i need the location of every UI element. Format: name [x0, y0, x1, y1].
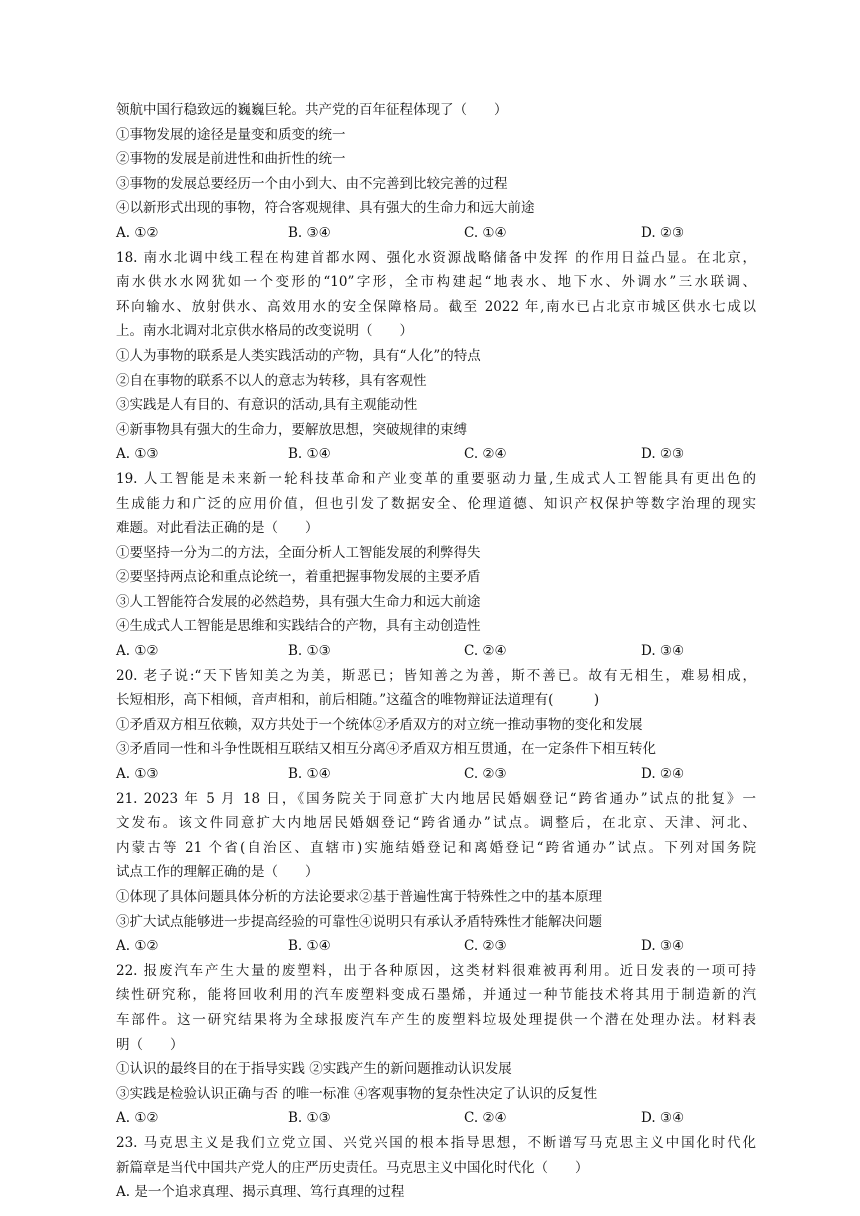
option-b: B. ①③ — [288, 643, 331, 660]
question-stem-line: 领航中国行稳致远的巍巍巨轮。共产党的百年征程体现了（ ） — [116, 102, 508, 118]
statement: ①事物发展的途径是量变和质变的统一 — [116, 126, 346, 143]
question-stem-line: 新篇章是当代中国共产党人的庄严历史责任。马克思主义中国化时代化（ ） — [116, 1159, 589, 1176]
question-23 — [116, 1131, 756, 1205]
question-stem-line: 22. 报废汽车产生大量的废塑料，出于各种原因，这类材料很难被再利用。近日发表的一项可持 — [116, 962, 756, 979]
answer-options — [116, 1106, 756, 1131]
exam-content — [116, 98, 756, 1205]
option-a: A. ①② — [116, 643, 159, 660]
question-stem-line: 长短相形，高下相倾，音声相和，前后相随。”这蕴含的唯物辩证法道理有( ) — [116, 692, 600, 709]
question-stem-line: 车部件。这一研究结果将为全球报废汽车产生的废塑料垃圾处理提供一个潜在处理办法。材料表 — [116, 1011, 756, 1028]
statement: ①认识的最终目的在于指导实践 ②实践产生的新问题推动认识发展 — [116, 1061, 512, 1078]
option-a: A. 是一个追求真理、揭示真理、笃行真理的过程 — [116, 1184, 405, 1201]
statement: ②事物的发展是前进性和曲折性的统一 — [116, 151, 346, 168]
question-19 — [116, 467, 756, 664]
statement: ③扩大试点能够进一步提高经验的可靠性④说明只有承认矛盾特殊性才能解决问题 — [116, 913, 602, 930]
question-22 — [116, 959, 756, 1131]
statement: ④新事物具有强大的生命力，要解放思想，突破规律的束缚 — [116, 421, 467, 438]
question-stem-line: 文发布。该文件同意扩大内地居民婚姻登记“跨省通办”试点。调整后，在北京、天津、河北、 — [116, 815, 756, 832]
question-stem-line: 23. 马克思主义是我们立党立国、兴党兴国的根本指导思想，不断谱写马克思主义中国化时代化 — [116, 1134, 756, 1151]
answer-options — [116, 221, 756, 246]
option-d: D. ③④ — [641, 938, 685, 955]
statement: ②要坚持两点论和重点论统一，着重把握事物发展的主要矛盾 — [116, 569, 481, 586]
question-stem-line: 内蒙古等 21 个省(自治区、直辖市)实施结婚登记和离婚登记“跨省通办”试点。下列对国务院 — [116, 839, 756, 856]
question-stem-line: 难题。对此看法正确的是（ ） — [116, 520, 319, 537]
option-d: D. ②④ — [641, 766, 685, 783]
question-17 — [116, 98, 756, 246]
question-18 — [116, 246, 756, 467]
option-b: B. ①④ — [288, 446, 331, 463]
statement: ③矛盾同一性和斗争性既相互联结又相互分离④矛盾双方相互贯通，在一定条件下相互转化 — [116, 741, 656, 758]
statement: ④生成式人工智能是思维和实践结合的产物，具有主动创造性 — [116, 618, 481, 635]
option-c: C. ②④ — [464, 643, 507, 660]
question-21 — [116, 787, 756, 959]
statement: ③事物的发展总要经历一个由小到大、由不完善到比较完善的过程 — [116, 175, 508, 192]
question-stem-line: 试点工作的理解正确的是（ ） — [116, 864, 319, 881]
option-b: B. ①④ — [288, 938, 331, 955]
question-stem-line: 环向输水、放射供水、高效用水的安全保障格局。截至 2022 年,南水已占北京市城区供水七成以 — [116, 298, 756, 315]
option-b: B. ③④ — [288, 224, 331, 241]
statement: ③实践是检验认识正确与否 的唯一标准 ④客观事物的复杂性决定了认识的反复性 — [116, 1085, 598, 1102]
statement: ①矛盾双方相互依赖，双方共处于一个统体②矛盾双方的对立统一推动事物的变化和发展 — [116, 716, 643, 733]
option-c: C. ②④ — [464, 446, 507, 463]
option-c: C. ②④ — [464, 1110, 507, 1127]
statement: ③实践是人有目的、有意识的活动,具有主观能动性 — [116, 397, 418, 414]
statement: ①要坚持一分为二的方法，全面分析人工智能发展的利弊得失 — [116, 544, 481, 561]
question-stem-line: 18. 南水北调中线工程在构建首都水网、强化水资源战略储备中发挥 的作用日益凸显。在北京， — [116, 249, 756, 266]
option-b: B. ①④ — [288, 766, 331, 783]
answer-options — [116, 639, 756, 664]
option-d: D. ③④ — [641, 643, 685, 660]
statement: ③人工智能符合发展的必然趋势，具有强大生命力和远大前途 — [116, 593, 481, 610]
option-a: A. ①③ — [116, 446, 159, 463]
statement: ②自在事物的联系不以人的意志为转移，具有客观性 — [116, 372, 427, 389]
answer-options — [116, 442, 756, 467]
option-d: D. ②③ — [641, 446, 685, 463]
option-d: D. ②③ — [641, 224, 685, 241]
question-stem-line: 续性研究称，能将回收利用的汽车废塑料变成石墨烯，并通过一种节能技术将其用于制造新的汽 — [116, 987, 756, 1004]
option-b: B. ①③ — [288, 1110, 331, 1127]
option-a: A. ①② — [116, 1110, 159, 1127]
option-c: C. ①④ — [464, 224, 507, 241]
question-stem-line: 生成能力和广泛的应用价值，但也引发了数据安全、伦理道德、知识产权保护等数字治理的现实 — [116, 495, 756, 512]
option-c: C. ②③ — [464, 766, 507, 783]
option-c: C. ②③ — [464, 938, 507, 955]
option-a: A. ①② — [116, 938, 159, 955]
option-a: A. ①② — [116, 224, 159, 241]
statement: ①体现了具体问题具体分析的方法论要求②基于普遍性寓于特殊性之中的基本原理 — [116, 889, 602, 905]
question-stem-line: 21. 2023 年 5 月 18 日，《国务院关于同意扩大内地居民婚姻登记“跨省通办”试点的批复》一 — [116, 790, 756, 807]
option-d: D. ③④ — [641, 1110, 685, 1127]
question-stem-line: 19. 人工智能是未来新一轮科技革命和产业变革的重要驱动力量,生成式人工智能具有更出色的 — [116, 470, 756, 487]
question-20 — [116, 664, 756, 787]
question-stem-line: 南水供水水网犹如一个变形的“10”字形，全市构建起“地表水、地下水、外调水”三水联调、 — [116, 274, 756, 291]
question-stem-line: 上。南水北调对北京供水格局的改变说明（ ） — [116, 323, 413, 340]
question-stem-line: 20. 老子说:“天下皆知美之为美，斯恶已；皆知善之为善，斯不善已。故有无相生，难易相成， — [116, 667, 756, 684]
answer-options — [116, 762, 756, 787]
option-a: A. ①③ — [116, 766, 159, 783]
question-stem-line: 明（ ） — [116, 1036, 184, 1053]
statement: ①人为事物的联系是人类实践活动的产物，具有“人化”的特点 — [116, 347, 481, 364]
answer-options — [116, 934, 756, 959]
statement: ④以新形式出现的事物，符合客观规律、具有强大的生命力和远大前途 — [116, 200, 535, 217]
